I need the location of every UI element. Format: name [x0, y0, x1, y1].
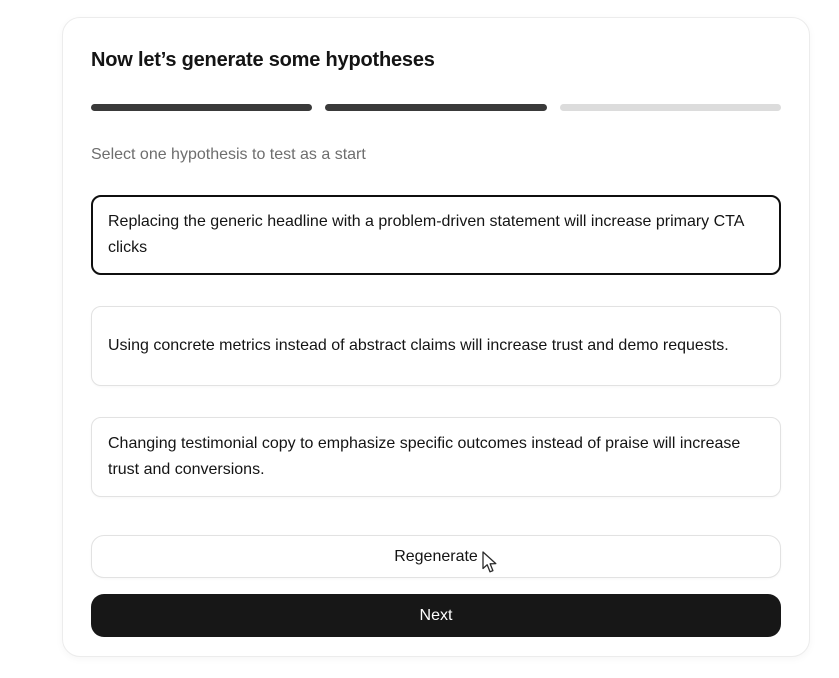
next-button[interactable]: Next [91, 594, 781, 637]
hypothesis-option-text: Changing testimonial copy to emphasize specific outcomes instead of praise will increase trust and conversions. [108, 435, 741, 478]
progress-segment [325, 104, 546, 111]
dialog-subtitle: Select one hypothesis to test as a start [91, 146, 366, 163]
regenerate-button[interactable]: Regenerate [91, 535, 781, 578]
dialog-title: Now let’s generate some hypotheses [91, 49, 435, 71]
hypothesis-option-text: Replacing the generic headline with a problem-driven statement will increase primary CTA clicks [108, 213, 744, 256]
progress-segment [91, 104, 312, 111]
hypothesis-option[interactable] [91, 195, 781, 275]
progress-segment [560, 104, 781, 111]
hypothesis-option[interactable] [91, 306, 781, 386]
hypothesis-option[interactable] [91, 417, 781, 497]
hypothesis-option-text: Using concrete metrics instead of abstract claims will increase trust and demo requests. [108, 337, 729, 354]
progress-bar [91, 104, 781, 111]
hypotheses-dialog [62, 17, 810, 657]
